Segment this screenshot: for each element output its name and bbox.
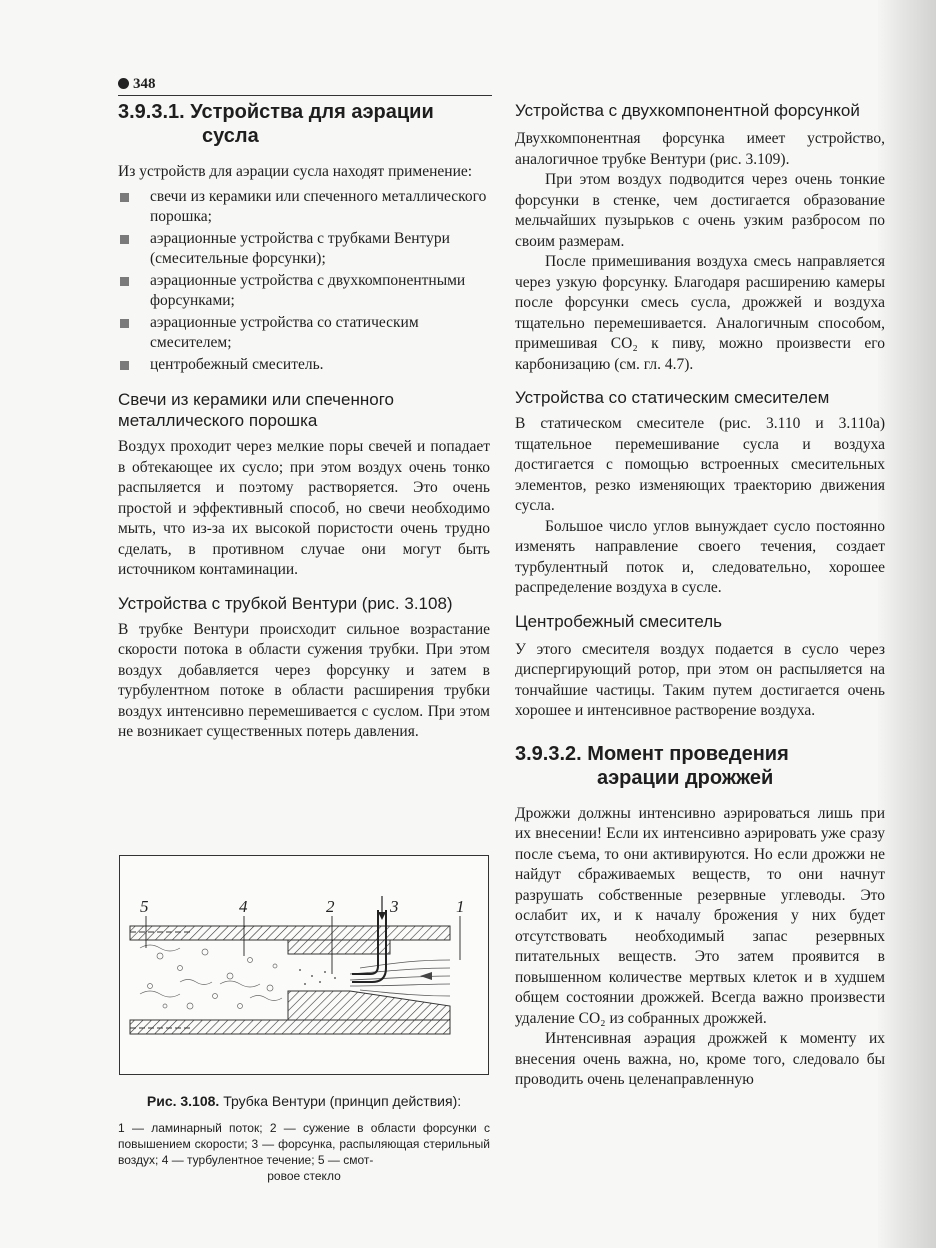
header-rule	[118, 95, 492, 96]
list-item: аэрационные устройства с двухкомпонентными форсунками;	[118, 271, 490, 312]
square-bullet-icon	[120, 193, 129, 202]
venturi-diagram	[120, 856, 488, 1074]
page-edge-shadow	[878, 0, 936, 1248]
bullet-circle-icon	[118, 78, 129, 89]
venturi-paragraph: В трубке Вентури происходит сильное возрастание скорости потока в области сужения трубки. При этом воздух добавляется через форсунку и затем в турбулентном потоке в области расширения трубки воздух интенсивно перемешивается с суслом. При этом не возникает существенных потерь давления.	[118, 620, 490, 740]
list-item: аэрационные устройства со статическим смесителем;	[118, 313, 490, 354]
figure-caption-title: Рис. 3.108. Трубка Вентури (принцип действия):	[146, 1093, 462, 1109]
venturi-figure	[119, 855, 489, 1075]
subheading-centrifugal-mixer: Центробежный смеситель	[515, 611, 723, 631]
subheading-venturi: Устройства с трубкой Вентури (рис. 3.108)	[118, 593, 453, 613]
figure-label-2: 2	[326, 897, 335, 916]
square-bullet-icon	[120, 277, 129, 286]
intro-paragraph: Из устройств для аэрации сусла находят применение:	[118, 163, 473, 180]
ceramic-candles-paragraph: Воздух проходит через мелкие поры свечей и попадает в обтекающее их сусло; при этом воздух очень тонко распыляется и поэтому растворяется. Это очень простой и эффективный способ, но свечи необходимо мыть, что из-за их высокой пористости очень трудно сделать, в противном случае они могут быть источником контаминации.	[118, 438, 490, 578]
figure-caption-legend: 1 — ламинарный поток; 2 — сужение в области форсунки с повышением скорости; 3 — форсунка, распыляющая стерильный воздух; 4 — турбулентное течение; 5 — смот- ровое стекло	[118, 1121, 490, 1183]
list-item: аэрационные устройства с трубками Вентури (смесительные форсунки);	[118, 229, 490, 270]
paragraph: При этом воздух подводится через очень тонкие форсунки в стенке, чем достигается образование мельчайших пузырьков с очень узким разбросом по своим размерам.	[515, 171, 885, 250]
air-arrow-icon	[378, 912, 386, 920]
figure-label-1: 1	[456, 897, 465, 916]
paragraph: У этого смесителя воздух подается в сусло через диспергирующий ротор, при этом он распыляется на тончайшие частицы. Таким путем достигается очень хорошее и интенсивное растворение воздуха.	[515, 640, 885, 719]
paragraph: После примешивания воздуха смесь направляется через узкую форсунку. Благодаря расширению камеры после форсунки смесь сусла, дрожжей и воздуха тщательно перемешивается. Аналогичным способом, примешивая CO₂ к пиву, можно произвести его карбонизацию (см. гл. 4.7).	[515, 253, 885, 373]
upper-wall	[130, 926, 450, 940]
right-column	[515, 100, 885, 1091]
figure-label-4: 4	[239, 897, 248, 916]
subheading-two-component: Устройства с двухкомпонентной форсункой	[515, 101, 860, 120]
lower-wall	[130, 1020, 450, 1034]
flow-arrow-icon	[420, 972, 432, 980]
subheading-ceramic-candles: Свечи из керамики или спеченного металлического порошка	[118, 390, 394, 430]
list-item: центробежный смеситель.	[118, 355, 490, 376]
page-number: 348	[118, 76, 156, 93]
figure-label-3: 3	[390, 897, 399, 916]
paragraph: Большое число углов вынуждает сусло постоянно изменять направление своего течения, создает турбулентный поток и, следовательно, хорошее распределение воздуха в сусле.	[515, 517, 885, 596]
upper-nozzle-wall	[288, 940, 390, 954]
paragraph: Интенсивная аэрация дрожжей к моменту их внесения очень важна, но, кроме того, следовало бы проводить очень целенаправленную	[515, 1030, 885, 1088]
device-list	[118, 187, 490, 376]
paragraph: Двухкомпонентная форсунка имеет устройство, аналогичное трубке Вентури (рис. 3.109).	[515, 130, 885, 168]
figure-label-5: 5	[140, 897, 149, 916]
square-bullet-icon	[120, 361, 129, 370]
square-bullet-icon	[120, 319, 129, 328]
list-item: свечи из керамики или спеченного металлического порошка;	[118, 187, 490, 228]
section-heading-3-9-3-2: 3.9.3.2. Момент проведения аэрации дрожжей	[515, 742, 789, 789]
paragraph: Дрожжи должны интенсивно аэрироваться лишь при их внесении! Если их интенсивно аэрировать уже сразу после съема, то они активируются. Но если дрожжи не найдут сбраживаемых веществ, то они начнут разрушать собственные резервные углеводы. Это ослабит их, и к началу брожения у них будет отсутствовать необходимый запас резервных питательных веществ. Это затем проявится в повышенном количестве мертвых клеток и в худшем общем состоянии дрожжей. Всегда важно произвести удаление CO₂ из собранных дрожжей.	[515, 804, 885, 1027]
subheading-static-mixer: Устройства со статическим смесителем	[515, 388, 830, 407]
paragraph: В статическом смесителе (рис. 3.110 и 3.110а) тщательное перемешивание сусла и воздуха достигается с помощью встроенных смесительных элементов, резко изменяющих траекторию движения сусла.	[515, 415, 885, 514]
left-column	[118, 100, 490, 743]
square-bullet-icon	[120, 235, 129, 244]
section-heading-3-9-3-1: 3.9.3.1. Устройства для аэрации сусла	[118, 101, 434, 147]
